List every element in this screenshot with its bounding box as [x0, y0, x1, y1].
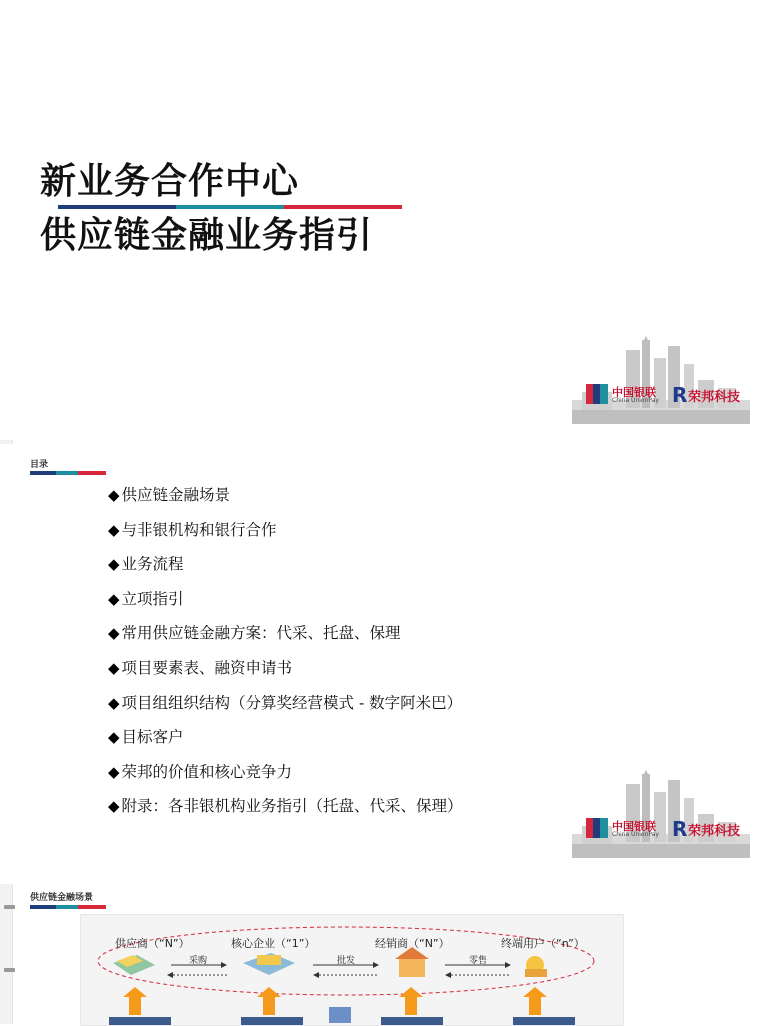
- partner-name: 荣邦科技: [688, 824, 741, 839]
- unionpay-badge-icon: [586, 384, 608, 404]
- list-item: ◆ 项目组组织结构（分算奖经营模式 - 数字阿米巴）: [108, 693, 463, 712]
- flow-label-purchase: 采购: [189, 956, 208, 966]
- unionpay-name: 中国银联: [612, 386, 656, 399]
- heading-rule-red: [78, 905, 106, 909]
- distributor-icon: [395, 947, 429, 977]
- flow-label-wholesale: 批发: [337, 956, 356, 966]
- node-label-distributor: 经销商（“N”）: [375, 937, 450, 950]
- diamond-bullet-icon: ◆: [108, 624, 120, 643]
- unionpay-badge-icon: [586, 818, 608, 838]
- title-rule-red: [284, 205, 402, 209]
- unionpay-name-en: China UnionPay: [612, 831, 659, 838]
- list-item: ◆ 供应链金融场景: [108, 486, 231, 504]
- node-label-supplier: 供应商（“N”）: [115, 937, 190, 950]
- city-skyline-icon: [572, 770, 750, 858]
- diamond-bullet-icon: ◆: [108, 693, 120, 712]
- gutter-marker: [4, 968, 15, 972]
- list-item: ◆ 荣邦的价值和核心竞争力: [108, 762, 293, 781]
- gutter-marker: [4, 905, 15, 909]
- list-item: ◆ 附录：各非银机构业务指引（托盘、代采、保理）: [108, 797, 463, 816]
- node-label-end-user: 终端用户（“n”）: [501, 937, 585, 950]
- heading-rule-teal: [56, 471, 78, 475]
- title-rule-teal: [176, 205, 284, 209]
- diamond-bullet-icon: ◆: [108, 520, 120, 539]
- flow-label-retail: 零售: [469, 956, 488, 966]
- unionpay-name: 中国银联: [612, 820, 656, 833]
- scenario-heading: 供应链金融场景: [30, 893, 94, 903]
- diamond-bullet-icon: ◆: [108, 728, 120, 747]
- cover-title-line1: 新业务合作中心: [40, 161, 300, 202]
- diamond-bullet-icon: ◆: [108, 555, 120, 574]
- heading-rule-red: [78, 471, 106, 475]
- contents-heading: 目录: [30, 460, 49, 470]
- slide-cover: [0, 0, 768, 440]
- diamond-bullet-icon: ◆: [108, 589, 120, 608]
- heading-rule-navy: [30, 471, 56, 475]
- list-item: ◆ 常用供应链金融方案：代采、托盘、保理: [108, 624, 401, 643]
- cover-title-line2: 供应链金融业务指引: [40, 215, 374, 256]
- partner-logo-icon: R: [672, 817, 688, 841]
- list-item: ◆ 与非银机构和银行合作: [108, 520, 277, 539]
- node-label-core-enterprise: 核心企业（“1”）: [231, 937, 316, 950]
- core-enterprise-icon: [243, 953, 295, 975]
- brand-logo-block: [572, 336, 750, 424]
- unionpay-name-en: China UnionPay: [612, 397, 659, 404]
- end-user-icon: [525, 956, 547, 977]
- supply-chain-graphic: [81, 915, 623, 1025]
- title-rule-navy: [58, 205, 176, 209]
- partner-logo-icon: R: [672, 383, 688, 407]
- list-item: ◆ 业务流程: [108, 555, 184, 574]
- diamond-bullet-icon: ◆: [108, 797, 120, 816]
- city-skyline-icon: [572, 336, 750, 424]
- list-item: ◆ 立项指引: [108, 589, 184, 608]
- partner-name: 荣邦科技: [688, 390, 741, 405]
- heading-rule-teal: [56, 905, 78, 909]
- heading-rule-navy: [30, 905, 56, 909]
- diamond-bullet-icon: ◆: [108, 658, 120, 677]
- diamond-bullet-icon: ◆: [108, 486, 120, 504]
- brand-logo-block: [572, 770, 750, 858]
- list-item: ◆ 项目要素表、融资申请书: [108, 658, 293, 677]
- list-item: ◆ 目标客户: [108, 728, 184, 747]
- diamond-bullet-icon: ◆: [108, 762, 120, 781]
- contents-list: [108, 482, 463, 828]
- supply-chain-diagram: [80, 914, 624, 1026]
- supplier-icon: [113, 955, 155, 975]
